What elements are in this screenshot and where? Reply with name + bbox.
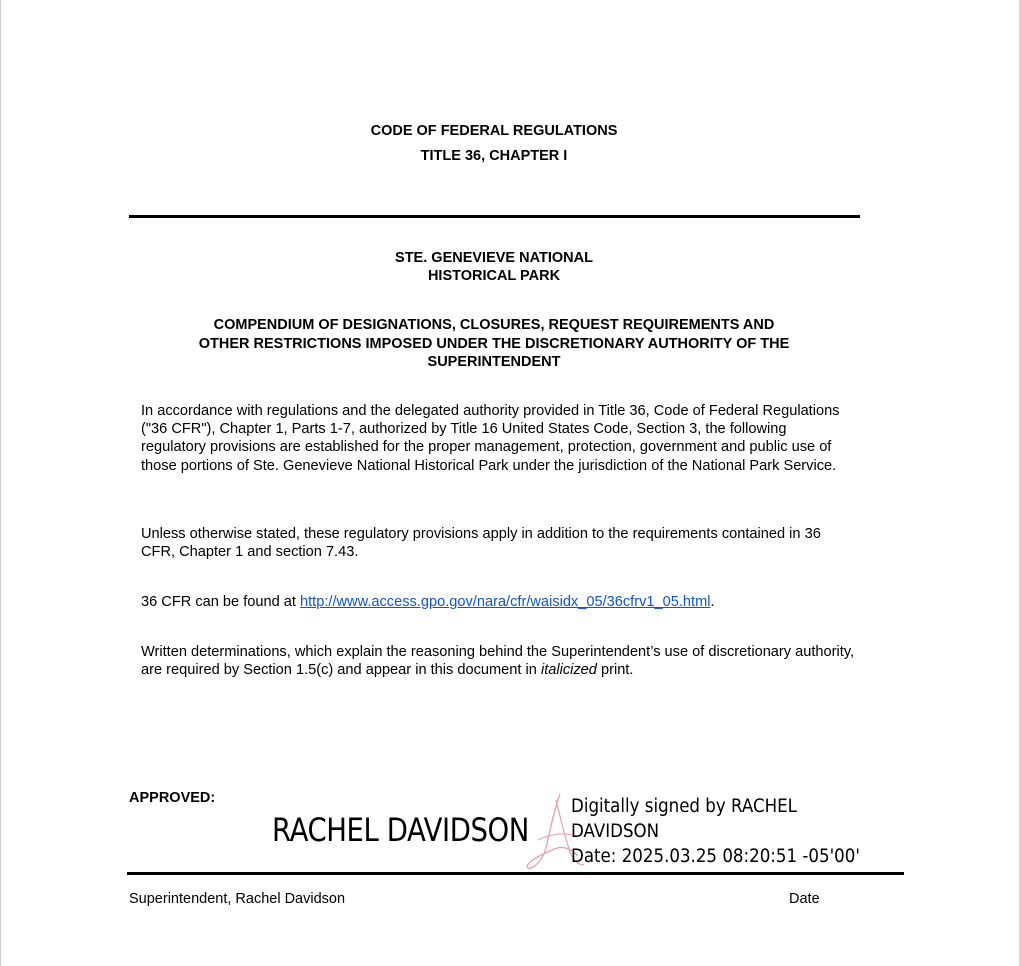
cfr-reference-paragraph	[141, 593, 881, 611]
signature-name: RACHEL DAVIDSON	[272, 811, 529, 849]
compendium-title-line3: SUPERINTENDENT	[427, 354, 561, 370]
page-edge-left	[0, 0, 1, 966]
signer-caption: Superintendent, Rachel Davidson	[129, 891, 346, 907]
intro-paragraph: In accordance with regulations and the delegated authority provided in Title 36, Code of Federal Regulations ("36 CFR"), Chapter 1, Parts 1-7, authorized by Title 16 United States Code, Section 3, the following regulatory provisions are established for the proper management, protection, government and public use of those portions of Ste. Genevieve National Historical Park under the jurisdiction of the National Park Service.	[141, 403, 840, 474]
digital-signature-line2: DAVIDSON	[571, 821, 660, 842]
compendium-title-line2: OTHER RESTRICTIONS IMPOSED UNDER THE DISCRETIONARY AUTHORITY OF THE	[198, 336, 790, 352]
written-determinations-paragraph	[141, 643, 856, 679]
cfr-link[interactable]: http://www.access.gpo.gov/nara/cfr/waisidx_05/36cfrv1_05.html	[300, 594, 711, 610]
digital-signature-date: Date: 2025.03.25 08:20:51 -05'00'	[571, 846, 860, 867]
determinations-text: Written determinations, which explain the reasoning behind the Superintendent’s use of discretionary authority, are required by Section 1.5(c) and appear in this document in	[141, 644, 855, 679]
approved-label: APPROVED:	[129, 790, 216, 806]
compendium-title-line1: COMPENDIUM OF DESIGNATIONS, CLOSURES, REQUEST REQUIREMENTS AND	[213, 317, 775, 333]
digital-signature-line1: Digitally signed by RACHEL	[571, 796, 797, 817]
date-caption: Date	[789, 891, 820, 907]
signature-line	[127, 872, 904, 875]
determinations-text-end: print.	[596, 662, 634, 679]
cfr-reference-text: 36 CFR can be found at	[141, 594, 301, 610]
applicability-paragraph: Unless otherwise stated, these regulatory provisions apply in addition to the requirements contained in 36 CFR, Chapter 1 and section 7.43.	[141, 526, 821, 561]
header-title-line1: CODE OF FEDERAL REGULATIONS	[370, 123, 618, 139]
header-title-line2: TITLE 36, CHAPTER I	[420, 148, 568, 164]
italicized-word: italicized	[540, 662, 597, 679]
park-name-line1: STE. GENEVIEVE NATIONAL	[395, 250, 593, 266]
cfr-reference-period: .	[710, 594, 715, 610]
digital-signature-block	[571, 794, 860, 869]
header-divider	[129, 215, 860, 218]
park-name-line2: HISTORICAL PARK	[427, 268, 561, 284]
